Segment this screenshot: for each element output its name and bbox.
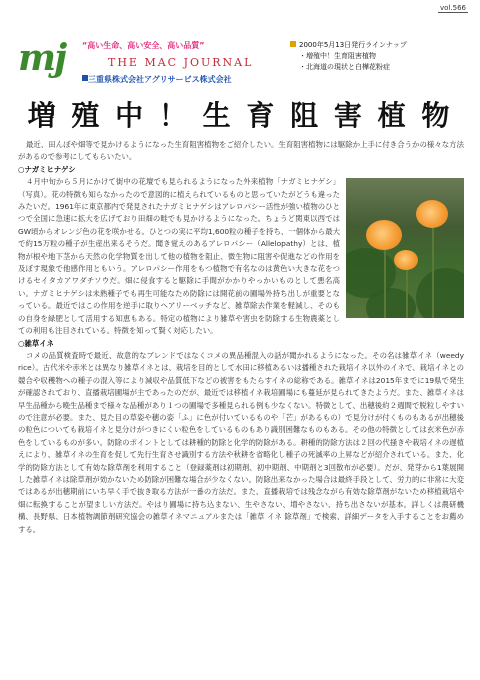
article-title: 増 殖 中 ！ 生 育 阻 害 植 物 bbox=[27, 99, 453, 132]
nagamihinageshi-photo bbox=[346, 178, 464, 318]
journal-name: THE MAC JOURNAL bbox=[108, 56, 254, 69]
intro-paragraph: 最近、田んぼや畑等で見かけるようになった生育阻害植物をご紹介したい。生育阻害植物には駆除か上手に付き合うかの様々な方法があるので参考にしてもらいたい。 bbox=[18, 140, 464, 162]
lineup-box bbox=[290, 40, 460, 73]
section-heading-nagami: ○ナガミヒナゲシ bbox=[18, 164, 76, 174]
slogan: “高い生命、高い安全、高い品質” bbox=[82, 41, 205, 50]
diamond-bullet-icon bbox=[290, 41, 296, 47]
weedy-rice-paragraph: コメの品質検査時で最近、故意的なブレンドではなくコメの異品種混入の話が聞かれるようになった。その名は雑草イネ（weedy rice）。古代米や赤米とは異なり雑草イネとは、栽培を目的として水田に移植あるいは播種された栽培イネ以外のイネで、栽培イネとの競合や収穫物への種子の混入等により減収や品質低下などの被害をもたらすイネの総称である。雑草イネは2015年までに19県で発生が確認されており、直播栽培圃場が主であったのだが、最近では移植イネ栽培圃場にも蔓延が見られてきたようだ。また、雑草イネは早生品種から晩生品種まで様々な品種があり１つの圃場で多種見られる例も少なくない。特徴として、出穂後約２週間で脱粒しやすいので注意が必要。また、見た目の草姿や穂の姿「ふ」に色が付いているものや「芒」があるもの）で見分けが付くものもあるが出穂後の粒色についても栽培イネと見分けがつきにくい粒色をしているものもあり識別困難なものもある。その他の特徴としては玄米色が赤色をしているものが多い。防除のポイントとしては耕種的防除と化学的防除がある。耕種的防除方法は２回の代掻きや栽培イネの遅植えにより、雑草イネの生育を促して先行生育させ識別する方法や秋耕を省略化し種子の死滅率の上昇などが紹介されている。また、化学的防除方法として有効な除草剤を利用すること（登録薬剤は初期剤、初中期剤、中期剤と3回散布が必要）。だが、発芽から1葉展開した雑草イネは除草剤が効かないため防除が困難な場合が少なくない。防除出来なかった場合は最終手段として、労力的に非常に大変ではあるが出穂期前にいち早く手で抜き取る方法が一番の方法だ。また、直播栽培では残念ながら有効な除草剤がないため移植栽培や畑に転換することが望ましい方法だ。やはり圃場に持ち込まない、生やさない、増やさない、持ち出さないが基本。詳しくは農研機構、長野県、日本植物調節剤研究協会の雑草イネマニュアルまたは「雑草 イネ 除草剤」で検索、詳細データを入手することをお薦めする。 bbox=[18, 350, 464, 534]
nagami-paragraph: ４月中旬から５月にかけて街中の花壇でも見られるようになった外来植物「ナガミヒナゲシ」（写真）。花の特徴も知らなかったので意図的に植えられているものと思っていたがどうも違ったみたいだ。1961年に東京都内で発見されたナガミヒナゲシはアレロパシー活性が強い植物のひとつで全国に急速に拡大を広げており田畑の畦でも見かけるようになった。ちょうど関東以西ではGW頃からオレンジ色の花を咲かせる。ひとつの実に平均1,600粒の種子を持ち、一個体から最大で約15万粒の種子が生産出来るそうだ。聞き覚えのあるアレロパシー（Allelopathy）とは、植物が根や地下茎から天然の化学物質を出して他の植物を阻止、微生物に阻害や促進などの作用を及ぼす現象で他感作用ともいう。アレロパシー作用をもつ植物で有名なのは黄色い大きな花をつけるセイタカアワダチソウだ。畑に侵食すると駆除に手間がかかりやっかいものとして悪名高い。ナガミヒナゲシは未熟種子でも再生可能なため防除には開花前の圃場外持ち出しが重要となっている。最近ではこの作用を逆手に取りヘアリーベッチなど、雑草除去作業を軽減し、そのもの自身を緑肥として活用する知恵もある。特定の植物により雑草や害虫を防除する生物農薬としての利用も注目されている。特徴を知って賢く対応したい。 bbox=[18, 177, 340, 336]
mj-logo: mj bbox=[18, 37, 66, 79]
masthead bbox=[0, 0, 480, 92]
section-heading-weedy-rice: ○雑草イネ bbox=[18, 338, 54, 348]
lineup-item: ・北海道の現状と白樺花粉症 bbox=[299, 63, 390, 71]
lineup-item: ・増殖中！生育阻害植物 bbox=[299, 52, 376, 60]
volume-number: vol.566 bbox=[440, 4, 466, 12]
lineup-title: 2000年5月13日発行ラインナップ bbox=[290, 40, 460, 51]
company-name: 三重県株式会社アグリサービス株式会社 bbox=[88, 75, 232, 84]
article-body bbox=[18, 139, 464, 536]
